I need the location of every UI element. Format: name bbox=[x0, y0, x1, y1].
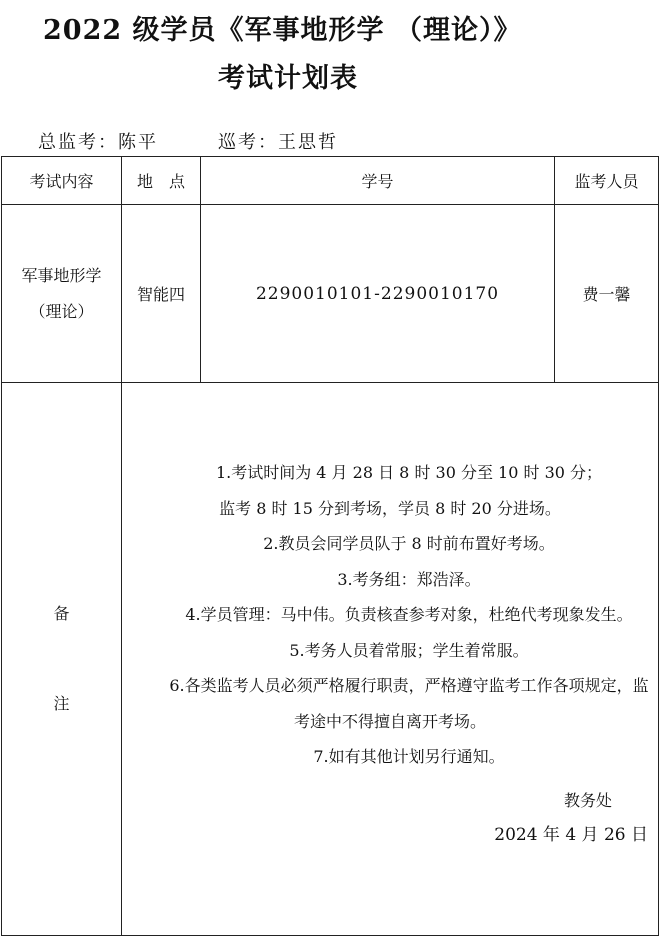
exam-plan-table bbox=[1, 156, 659, 936]
note-item: 2.教员会同学员队于 8 时前布置好考场。 bbox=[263, 534, 555, 553]
note-item: 4.学员管理：马中伟。负责核查参考对象，杜绝代考现象发生。 bbox=[185, 605, 633, 624]
remarks-row bbox=[2, 383, 659, 936]
note-item: 1.考试时间为 4 月 28 日 8 时 30 分至 10 时 30 分； bbox=[215, 463, 603, 482]
header-location: 地 点 bbox=[122, 157, 201, 205]
issuer-signature: 教务处 bbox=[563, 790, 612, 810]
issue-date: 2024 年 4 月 26 日 bbox=[494, 825, 648, 845]
proctor-line bbox=[38, 128, 338, 154]
invigilator-cell: 费一馨 bbox=[555, 205, 659, 383]
location-cell: 智能四 bbox=[122, 205, 201, 383]
course-name: 军事地形学 bbox=[21, 265, 102, 285]
table-row bbox=[2, 205, 659, 383]
document-subtitle: 考试计划表 bbox=[218, 63, 358, 94]
note-item: 6.各类监考人员必须严格履行职责，严格遵守监考工作各项规定，监考途中不得擅自离开考场。 bbox=[169, 676, 649, 731]
student-id-cell: 2290010101-2290010170 bbox=[201, 205, 555, 383]
note-item: 7.如有其他计划另行通知。 bbox=[313, 747, 505, 766]
note-item: 监考 8 时 15 分到考场，学员 8 时 20 分进场。 bbox=[219, 498, 561, 518]
document-title: 2022 级学员《军事地形学 （理论）》 bbox=[43, 15, 522, 46]
note-item: 3.考务组：郑浩泽。 bbox=[337, 569, 481, 589]
header-invigilator: 监考人员 bbox=[555, 157, 659, 205]
remarks-label-char-2: 注 bbox=[53, 694, 70, 713]
remarks-label bbox=[2, 383, 122, 936]
chief-proctor: 总监考：陈平 bbox=[38, 132, 158, 153]
header-content: 考试内容 bbox=[2, 157, 122, 205]
remarks-label-char-1: 备 bbox=[53, 604, 70, 623]
note-item: 5.考务人员着常服；学生着常服。 bbox=[289, 640, 529, 660]
course-cell bbox=[2, 205, 122, 383]
course-type: （理论） bbox=[29, 301, 94, 321]
header-row bbox=[2, 157, 659, 205]
patrol-proctor: 巡考：王思哲 bbox=[218, 132, 338, 153]
header-student-id: 学号 bbox=[201, 157, 555, 205]
remarks-content bbox=[122, 383, 659, 936]
